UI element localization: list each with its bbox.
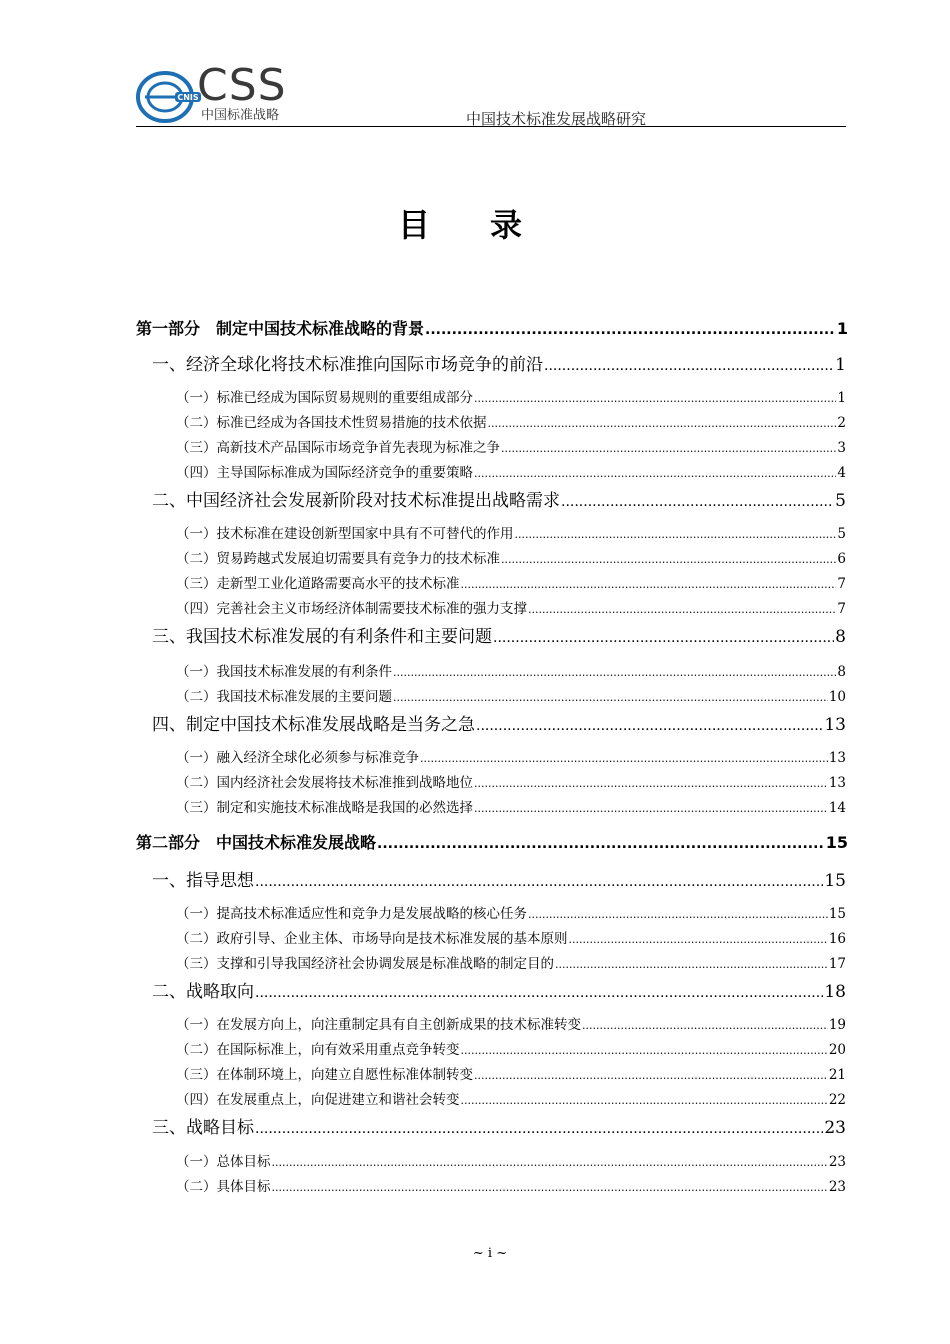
toc-dot-leader bbox=[528, 603, 836, 616]
toc-entry-title: 第一部分 制定中国技术标准战略的背景 bbox=[136, 319, 425, 338]
toc-entry-title: （四）完善社会主义市场经济体制需要技术标准的强力支撑 bbox=[176, 601, 527, 617]
toc-entry[interactable] bbox=[176, 461, 846, 481]
toc-entry-title: 三、我国技术标准发展的有利条件和主要问题 bbox=[152, 627, 492, 647]
toc-entry-page: 18 bbox=[824, 982, 846, 1002]
toc-dot-leader bbox=[272, 1156, 828, 1169]
toc-entry-page: 1 bbox=[836, 319, 848, 338]
running-header-title: 中国技术标准发展战略研究 bbox=[466, 110, 647, 128]
toc-entry[interactable] bbox=[176, 436, 846, 456]
toc-entry-page: 13 bbox=[828, 775, 846, 791]
toc-entry[interactable] bbox=[176, 1063, 846, 1083]
toc-entry-page: 23 bbox=[828, 1179, 846, 1195]
toc-dot-leader bbox=[461, 1044, 828, 1057]
toc-dot-leader bbox=[255, 1121, 823, 1137]
toc-dot-leader bbox=[544, 358, 834, 374]
toc-entry-page: 4 bbox=[837, 465, 846, 481]
toc-entry[interactable] bbox=[176, 796, 846, 816]
toc-entry-page: 8 bbox=[837, 664, 846, 680]
toc-entry-page: 19 bbox=[828, 1017, 846, 1033]
toc-dot-leader bbox=[474, 392, 836, 405]
toc-dot-leader bbox=[488, 417, 837, 430]
toc-entry[interactable] bbox=[176, 685, 846, 705]
toc-entry-page: 13 bbox=[828, 750, 846, 766]
toc-entry-title: （四）在发展重点上，向促进建立和谐社会转变 bbox=[176, 1092, 460, 1108]
toc-entry-title: 一、指导思想 bbox=[152, 871, 254, 891]
toc-dot-leader bbox=[501, 442, 836, 455]
toc-dot-leader bbox=[255, 985, 823, 1001]
toc-entry-title: （一）我国技术标准发展的有利条件 bbox=[176, 664, 392, 680]
toc-entry-title: （一）技术标准在建设创新型国家中具有不可替代的作用 bbox=[176, 526, 514, 542]
toc-entry-title: 第二部分 中国技术标准发展战略 bbox=[136, 833, 377, 852]
toc-entry-page: 16 bbox=[828, 931, 846, 947]
toc-entry[interactable] bbox=[152, 866, 846, 891]
toc-entry-page: 23 bbox=[828, 1154, 846, 1170]
toc-entry[interactable] bbox=[176, 522, 846, 542]
toc-entry-title: （三）高新技术产品国际市场竞争首先表现为标准之争 bbox=[176, 440, 500, 456]
toc-entry-page: 3 bbox=[837, 440, 846, 456]
toc-entry[interactable] bbox=[176, 1175, 846, 1195]
toc-entry[interactable] bbox=[152, 710, 846, 735]
toc-dot-leader bbox=[393, 666, 836, 679]
toc-entry[interactable] bbox=[176, 547, 846, 567]
toc-dot-leader bbox=[474, 777, 828, 790]
toc-entry-page: 7 bbox=[837, 576, 846, 592]
toc-entry-page: 5 bbox=[835, 491, 846, 511]
toc-entry[interactable] bbox=[176, 597, 846, 617]
toc-entry-title: （一）在发展方向上，向注重制定具有自主创新成果的技术标准转变 bbox=[176, 1017, 581, 1033]
toc-entry-title: （二）政府引导、企业主体、市场导向是技术标准发展的基本原则 bbox=[176, 931, 568, 947]
toc-entry-title: 四、制定中国技术标准发展战略是当务之急 bbox=[152, 715, 475, 735]
toc-dot-leader bbox=[474, 802, 828, 815]
toc-entry[interactable] bbox=[176, 771, 846, 791]
toc-entry-title: （四）主导国际标准成为国际经济竞争的重要策略 bbox=[176, 465, 473, 481]
toc-entry[interactable] bbox=[152, 977, 846, 1002]
toc-entry-page: 23 bbox=[824, 1118, 846, 1138]
toc-entry[interactable] bbox=[176, 1150, 846, 1170]
toc-dot-leader bbox=[393, 691, 828, 704]
toc-entry-title: （三）支撑和引导我国经济社会协调发展是标准战略的制定目的 bbox=[176, 956, 554, 972]
toc-entry[interactable] bbox=[176, 927, 846, 947]
toc-dot-leader bbox=[425, 322, 836, 338]
toc-entry-page: 1 bbox=[835, 355, 846, 375]
toc-entry-page: 15 bbox=[825, 833, 848, 852]
toc-dot-leader bbox=[476, 718, 823, 734]
toc-entry-title: （二）具体目标 bbox=[176, 1179, 271, 1195]
toc-entry-title: （三）制定和实施技术标准战略是我国的必然选择 bbox=[176, 800, 473, 816]
toc-entry-page: 15 bbox=[824, 871, 846, 891]
toc-entry-title: （二）标准已经成为各国技术性贸易措施的技术依据 bbox=[176, 415, 487, 431]
toc-entry[interactable] bbox=[176, 411, 846, 431]
toc-dot-leader bbox=[377, 836, 825, 852]
toc-entry-title: 二、战略取向 bbox=[152, 982, 254, 1002]
toc-entry-title: （一）标准已经成为国际贸易规则的重要组成部分 bbox=[176, 390, 473, 406]
toc-entry-page: 13 bbox=[824, 715, 846, 735]
toc-dot-leader bbox=[569, 933, 828, 946]
toc-entry[interactable] bbox=[152, 486, 846, 511]
toc-entry-title: （二）贸易跨越式发展迫切需要具有竞争力的技术标准 bbox=[176, 551, 500, 567]
toc-dot-leader bbox=[255, 874, 823, 890]
toc-dot-leader bbox=[582, 1019, 828, 1032]
toc-entry-page: 2 bbox=[837, 415, 846, 431]
toc-entry-page: 20 bbox=[828, 1042, 846, 1058]
toc-entry[interactable] bbox=[176, 1038, 846, 1058]
toc-dot-leader bbox=[272, 1181, 828, 1194]
toc-dot-leader bbox=[555, 958, 828, 971]
toc-entry[interactable] bbox=[136, 316, 848, 339]
toc-entry[interactable] bbox=[152, 622, 846, 647]
toc-entry-title: 三、战略目标 bbox=[152, 1118, 254, 1138]
toc-entry[interactable] bbox=[176, 660, 846, 680]
toc-entry[interactable] bbox=[176, 572, 846, 592]
toc-entry-title: （二）在国际标准上，向有效采用重点竞争转变 bbox=[176, 1042, 460, 1058]
toc-dot-leader bbox=[474, 467, 836, 480]
toc-entry-title: 二、中国经济社会发展新阶段对技术标准提出战略需求 bbox=[152, 491, 560, 511]
logo-text: CSS bbox=[197, 60, 287, 111]
logo-badge-text: CNIS bbox=[177, 93, 199, 102]
toc-entry-page: 17 bbox=[828, 956, 846, 972]
toc-entry-title: （一）提高技术标准适应性和竞争力是发展战略的核心任务 bbox=[176, 906, 527, 922]
toc-entry-title: 一、经济全球化将技术标准推向国际市场竞争的前沿 bbox=[152, 355, 543, 375]
toc-dot-leader bbox=[493, 630, 834, 646]
toc-entry-title: （三）在体制环境上，向建立自愿性标准体制转变 bbox=[176, 1067, 473, 1083]
toc-dot-leader bbox=[461, 578, 837, 591]
toc-entry[interactable] bbox=[176, 386, 846, 406]
toc-entry-title: （二）我国技术标准发展的主要问题 bbox=[176, 689, 392, 705]
toc-dot-leader bbox=[528, 908, 828, 921]
toc-entry[interactable] bbox=[152, 1113, 846, 1138]
toc-entry[interactable] bbox=[152, 350, 846, 375]
toc-dot-leader bbox=[515, 528, 837, 541]
toc-entry-page: 15 bbox=[828, 906, 846, 922]
toc-entry-title: （一）总体目标 bbox=[176, 1154, 271, 1170]
toc-entry-page: 14 bbox=[828, 800, 846, 816]
toc-entry-page: 5 bbox=[837, 526, 846, 542]
toc-entry[interactable] bbox=[176, 902, 846, 922]
toc-dot-leader bbox=[561, 494, 834, 510]
toc-entry-page: 6 bbox=[837, 551, 846, 567]
toc-dot-leader bbox=[461, 1094, 828, 1107]
logo-subtitle: 中国标准战略 bbox=[201, 108, 280, 123]
toc-entry[interactable] bbox=[136, 830, 848, 853]
toc-entry-page: 8 bbox=[835, 627, 846, 647]
toc-heading: 目录 bbox=[397, 206, 582, 244]
toc-entry[interactable] bbox=[176, 746, 846, 766]
toc-dot-leader bbox=[474, 1069, 828, 1082]
toc-entry-page: 7 bbox=[837, 601, 846, 617]
toc-entry[interactable] bbox=[176, 952, 846, 972]
toc-entry-title: （一）融入经济全球化必须参与标准竞争 bbox=[176, 750, 419, 766]
toc-entry[interactable] bbox=[176, 1013, 846, 1033]
toc-entry-page: 1 bbox=[837, 390, 846, 406]
toc-dot-leader bbox=[420, 752, 828, 765]
toc-entry[interactable] bbox=[176, 1088, 846, 1108]
page-number: ~ i ~ bbox=[472, 1246, 508, 1261]
toc-entry-title: （三）走新型工业化道路需要高水平的技术标准 bbox=[176, 576, 460, 592]
toc-entry-page: 21 bbox=[828, 1067, 846, 1083]
toc-entry-page: 22 bbox=[828, 1092, 846, 1108]
toc-entry-page: 10 bbox=[828, 689, 846, 705]
toc-dot-leader bbox=[501, 553, 836, 566]
toc-entry-title: （二）国内经济社会发展将技术标准推到战略地位 bbox=[176, 775, 473, 791]
